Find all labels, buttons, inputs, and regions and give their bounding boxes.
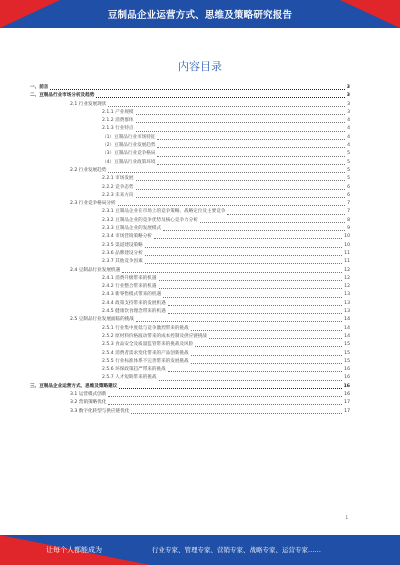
toc-entry[interactable] xyxy=(30,325,350,333)
toc-dot-leader xyxy=(96,97,344,98)
toc-entry-page: 8 xyxy=(347,217,350,223)
toc-entry-page: 11 xyxy=(344,250,350,256)
toc-dot-leader xyxy=(108,404,342,405)
toc-entry-page: 15 xyxy=(344,342,350,348)
toc-entry[interactable] xyxy=(30,258,350,266)
header-red-corner-right xyxy=(340,0,400,28)
report-title: 豆制品企业运营方式、思维及策略研究报告 xyxy=(107,10,293,21)
toc-entry[interactable] xyxy=(30,300,350,308)
toc-entry-page: 4 xyxy=(347,134,350,140)
toc-entry-page: 4 xyxy=(347,126,350,132)
toc-dot-leader xyxy=(145,247,342,248)
toc-dot-leader xyxy=(157,164,345,165)
toc-entry[interactable] xyxy=(30,275,350,283)
toc-entry-page: 10 xyxy=(344,242,350,248)
toc-entry-label: 3.3 数字化转型与供应链优化 xyxy=(70,408,130,414)
toc-entry-label: 2.3.6 品牌建设分析 xyxy=(102,250,143,256)
toc-entry-label: 2.5.7 人才短缺带来的挑战 xyxy=(102,375,157,381)
toc-entry-label: 2.2.1 市场发展 xyxy=(102,176,134,182)
toc-entry[interactable] xyxy=(30,366,350,374)
toc-dot-leader xyxy=(136,131,346,132)
toc-entry-page: 14 xyxy=(344,317,350,323)
toc-entry-label: 2.5.6 环保政策趋严带来的挑战 xyxy=(102,367,166,373)
toc-dot-leader xyxy=(195,346,342,347)
toc-entry-page: 11 xyxy=(344,259,350,265)
toc-entry[interactable] xyxy=(30,242,350,250)
toc-entry-page: 16 xyxy=(343,383,350,389)
toc-dot-leader xyxy=(136,122,346,123)
toc-dot-leader xyxy=(200,222,345,223)
toc-entry[interactable] xyxy=(30,350,350,358)
toc-entry[interactable] xyxy=(30,308,350,316)
toc-entry-label: 2.2 行业发展趋势 xyxy=(70,167,107,173)
toc-dot-leader xyxy=(154,238,342,239)
toc-entry-label: 2.5.3 食品安全及质量监管带来的挑战及风险 xyxy=(102,342,194,348)
toc-dot-leader xyxy=(136,189,346,190)
toc-entry-label: （2）豆制品行业发展趋势 xyxy=(102,143,156,149)
toc-dot-leader xyxy=(119,388,341,389)
toc-entry-label: 2.4 豆制品行业发展机遇 xyxy=(70,267,121,273)
toc-entry[interactable] xyxy=(30,333,350,341)
toc-dot-leader xyxy=(108,396,342,397)
toc-entry[interactable] xyxy=(30,200,350,208)
toc-entry-label: （4）豆制品行业政策环境 xyxy=(102,159,156,165)
toc-entry[interactable] xyxy=(30,358,350,366)
toc-entry-label: 2.2.3 未来方向 xyxy=(102,192,134,198)
toc-entry[interactable] xyxy=(30,408,350,416)
toc-entry-label: 2.3.2 豆制品企业的竞争优势及核心竞争力分析 xyxy=(102,217,198,223)
toc-entry-label: 2.5 豆制品行业发展面临的挑战 xyxy=(70,317,134,323)
toc-entry[interactable] xyxy=(30,109,350,117)
toc-entry-page: 5 xyxy=(347,159,350,165)
toc-entry[interactable] xyxy=(30,84,350,92)
toc-dot-leader xyxy=(191,330,342,331)
toc-entry-label: 2.4.1 消费升级带来的机遇 xyxy=(102,275,157,281)
toc-entry-page: 5 xyxy=(347,176,350,182)
toc-entry[interactable] xyxy=(30,250,350,258)
table-of-contents xyxy=(30,84,350,416)
footer-banner xyxy=(0,535,400,565)
toc-entry-page: 13 xyxy=(344,292,350,298)
toc-entry-label: 2.3.3 豆制品企业的发展模式 xyxy=(102,226,162,232)
toc-entry-label: 3.1 运营模式创新 xyxy=(70,391,107,397)
toc-entry[interactable] xyxy=(30,208,350,216)
toc-entry-label: 2.1 行业发展现状 xyxy=(70,101,107,107)
toc-entry-page: 15 xyxy=(344,350,350,356)
toc-dot-leader xyxy=(136,114,346,115)
toc-entry-label: 2.3 行业竞争格局分析 xyxy=(70,201,116,207)
toc-entry-page: 16 xyxy=(344,391,350,397)
toc-entry-page: 15 xyxy=(344,358,350,364)
toc-entry[interactable] xyxy=(30,383,350,391)
toc-dot-leader xyxy=(168,305,342,306)
footer-slogan-right: 行业专家、管理专家、营销专家、战略专家、运营专家…… xyxy=(152,546,321,554)
toc-entry-page: 3 xyxy=(346,85,350,90)
toc-entry[interactable] xyxy=(30,391,350,399)
toc-entry-label: 2.4.3 新零售模式带来的机遇 xyxy=(102,292,162,298)
toc-dot-leader xyxy=(209,338,342,339)
toc-dot-leader xyxy=(145,263,342,264)
toc-entry-page: 13 xyxy=(344,309,350,315)
toc-dot-leader xyxy=(145,255,342,256)
toc-entry-page: 6 xyxy=(347,192,350,198)
toc-entry-label: 2.3.1 豆制品企业在市场上的竞争策略、战略定位及主要竞争 xyxy=(102,209,226,215)
toc-entry-page: 5 xyxy=(347,151,350,157)
toc-heading: 内容目录 xyxy=(178,60,222,73)
toc-entry-label: 3.2 营销策略优化 xyxy=(70,400,107,406)
toc-entry-label: 2.1.1 产业规模 xyxy=(102,109,134,115)
toc-entry-page: 16 xyxy=(344,367,350,373)
toc-entry-label: 一、前言 xyxy=(30,85,49,90)
toc-entry-page: 14 xyxy=(344,333,350,339)
toc-entry-page: 4 xyxy=(347,143,350,149)
toc-dot-leader xyxy=(163,230,345,231)
toc-entry-page: 12 xyxy=(344,275,350,281)
toc-entry-page: 6 xyxy=(347,184,350,190)
toc-dot-leader xyxy=(50,89,344,90)
toc-entry-label: 2.5.4 消费者需求变化带来的产品创新挑战 xyxy=(102,350,189,356)
toc-entry[interactable] xyxy=(30,217,350,225)
toc-dot-leader xyxy=(136,180,346,181)
toc-entry-page: 7 xyxy=(347,209,350,215)
toc-entry[interactable] xyxy=(30,283,350,291)
toc-entry-label: 2.4.5 健康饮食理念带来的机遇 xyxy=(102,309,166,315)
toc-entry[interactable] xyxy=(30,267,350,275)
toc-entry[interactable] xyxy=(30,125,350,133)
toc-dot-leader xyxy=(157,139,345,140)
toc-entry-label: 2.1.3 行业特点 xyxy=(102,126,134,132)
toc-entry-label: 2.3.4 市场营销策略分析 xyxy=(102,234,152,240)
toc-entry-page: 16 xyxy=(344,375,350,381)
toc-entry[interactable] xyxy=(30,175,350,183)
toc-entry[interactable] xyxy=(30,341,350,349)
toc-entry[interactable] xyxy=(30,142,350,150)
toc-entry[interactable] xyxy=(30,117,350,125)
toc-entry-page: 12 xyxy=(344,267,350,273)
toc-entry-label: 2.4.2 行业整合带来的机遇 xyxy=(102,284,157,290)
toc-entry-label: 二、豆制品行业市场分析及趋势 xyxy=(30,93,95,99)
toc-dot-leader xyxy=(163,297,342,298)
toc-dot-leader xyxy=(168,313,342,314)
toc-entry-page: 17 xyxy=(344,400,350,406)
page-number: 1 xyxy=(345,515,348,520)
toc-entry[interactable] xyxy=(30,167,350,175)
toc-dot-leader xyxy=(136,197,346,198)
toc-entry-page: 5 xyxy=(347,167,350,173)
toc-entry-page: 3 xyxy=(347,109,350,115)
toc-dot-leader xyxy=(136,321,342,322)
toc-dot-leader xyxy=(168,371,342,372)
toc-entry[interactable] xyxy=(30,134,350,142)
toc-entry-page: 3 xyxy=(346,93,350,99)
toc-dot-leader xyxy=(118,205,346,206)
toc-entry[interactable] xyxy=(30,92,350,100)
toc-dot-leader xyxy=(159,380,343,381)
toc-dot-leader xyxy=(157,147,345,148)
toc-entry-page: 10 xyxy=(344,234,350,240)
toc-dot-leader xyxy=(159,288,343,289)
toc-entry[interactable] xyxy=(30,192,350,200)
toc-entry[interactable] xyxy=(30,101,350,109)
toc-entry-page: 7 xyxy=(347,201,350,207)
toc-entry[interactable] xyxy=(30,233,350,241)
toc-dot-leader xyxy=(108,106,345,107)
toc-entry[interactable] xyxy=(30,159,350,167)
toc-entry-page: 13 xyxy=(344,300,350,306)
toc-entry-label: 2.2.2 竞争态势 xyxy=(102,184,134,190)
toc-entry-label: 三、豆制品企业运营方式、思维及策略建议 xyxy=(30,383,118,389)
footer-slogan-left: 让每个人都能成为 xyxy=(46,546,102,554)
toc-dot-leader xyxy=(131,413,342,414)
toc-entry[interactable] xyxy=(30,399,350,407)
header-red-corner-left xyxy=(0,0,60,28)
toc-entry-label: 2.5.5 行业标准体系不完善带来的发展挑战 xyxy=(102,358,189,364)
header-banner xyxy=(0,0,400,28)
toc-dot-leader xyxy=(157,156,345,157)
toc-entry-label: （3）豆制品行业竞争格局 xyxy=(102,151,156,157)
toc-entry-page: 9 xyxy=(347,226,350,232)
toc-dot-leader xyxy=(122,272,342,273)
toc-entry[interactable] xyxy=(30,184,350,192)
toc-entry-label: 2.4.4 政策支持带来的发展机遇 xyxy=(102,300,166,306)
toc-entry[interactable] xyxy=(30,374,350,382)
toc-entry[interactable] xyxy=(30,225,350,233)
toc-entry[interactable] xyxy=(30,150,350,158)
toc-dot-leader xyxy=(159,280,343,281)
toc-dot-leader xyxy=(191,363,342,364)
toc-entry-page: 3 xyxy=(347,101,350,107)
toc-entry-label: 2.3.7 其他竞争因素 xyxy=(102,259,143,265)
toc-dot-leader xyxy=(108,172,345,173)
toc-entry[interactable] xyxy=(30,291,350,299)
toc-entry-label: 2.5.2 原材料价格波动带来的成本控制及供应链挑战 xyxy=(102,333,208,339)
toc-entry-page: 4 xyxy=(347,118,350,124)
toc-entry-label: 2.3.5 渠道建设策略 xyxy=(102,242,143,248)
toc-entry-page: 14 xyxy=(344,325,350,331)
toc-dot-leader xyxy=(191,355,342,356)
toc-entry-label: 2.5.1 行业集中度低与竞争激烈带来的挑战 xyxy=(102,325,189,331)
toc-entry-page: 17 xyxy=(344,408,350,414)
toc-entry-label: （1）豆制品行业市场特征 xyxy=(102,134,156,140)
toc-entry[interactable] xyxy=(30,316,350,324)
toc-entry-page: 12 xyxy=(344,284,350,290)
toc-dot-leader xyxy=(227,214,345,215)
toc-entry-label: 2.1.2 消费群体 xyxy=(102,118,134,124)
